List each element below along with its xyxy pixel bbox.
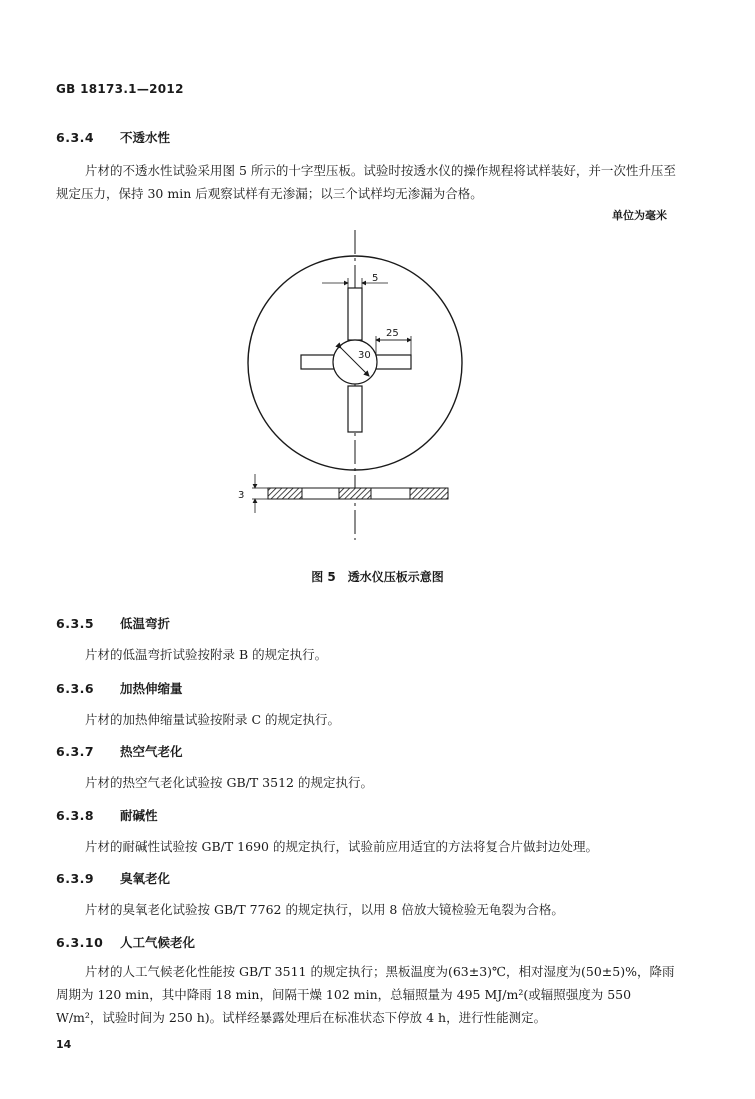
section-title: 臭氧老化 xyxy=(120,871,171,886)
figure-title: 透水仪压板示意图 xyxy=(347,570,444,584)
figure-caption xyxy=(0,568,755,585)
section-number: 6.3.5 xyxy=(56,616,95,631)
section-title: 热空气老化 xyxy=(120,744,183,759)
section-title: 低温弯折 xyxy=(120,616,171,631)
section-6-3-7-heading xyxy=(56,742,183,760)
slot-right xyxy=(376,355,411,369)
section-number: 6.3.4 xyxy=(56,130,95,145)
slot-top xyxy=(348,288,362,340)
section-number: 6.3.10 xyxy=(56,935,104,950)
section-6-3-7-paragraph: 片材的热空气老化试验按 GB/T 3512 的规定执行。 xyxy=(85,775,373,790)
section-6-3-10-heading xyxy=(56,933,195,951)
section-6-3-9-heading xyxy=(56,869,170,887)
unit-label: 单位为毫米 xyxy=(612,209,667,222)
section-number: 6.3.6 xyxy=(56,681,95,696)
section-number: 6.3.9 xyxy=(56,871,95,886)
paragraph-text: 片材的人工气候老化性能按 GB/T 3511 的规定执行；黑板温度为(63±3)℃，相对湿度为(50±5)%，降雨周期为 120 min，其中降雨 18 min，间隔干燥 102 min，总辐照量为 495 MJ/m²(或辐照强度为 550 W/m²，试验时间为 250 h)。试样经暴露处理后在标准状态下停放 4 h，进行性能测定。 xyxy=(56,964,675,1025)
section-6-3-6-paragraph: 片材的加热伸缩量试验按附录 C 的规定执行。 xyxy=(85,712,341,727)
figure-label: 图 5 xyxy=(311,570,336,584)
section-title: 耐碱性 xyxy=(120,808,158,823)
section-6-3-10-paragraph xyxy=(56,960,678,1029)
slot-left xyxy=(301,355,336,369)
section-number: 6.3.7 xyxy=(56,744,95,759)
page-number: 14 xyxy=(56,1038,72,1051)
section-6-3-5-heading xyxy=(56,614,170,632)
section-title: 加热伸缩量 xyxy=(120,681,183,696)
section-6-3-8-paragraph: 片材的耐碱性试验按 GB/T 1690 的规定执行，试验前应用适宜的方法将复合片做封边处理。 xyxy=(85,839,598,854)
section-6-3-9-paragraph: 片材的臭氧老化试验按 GB/T 7762 的规定执行，以用 8 倍放大镜检验无龟裂为合格。 xyxy=(85,902,564,917)
paragraph-text: 片材的不透水性试验采用图 5 所示的十字型压板。试验时按透水仪的操作规程将试样装好，并一次性升压至规定压力，保持 30 min 后观察试样有无渗漏；以三个试样均无渗漏为合格。 xyxy=(56,163,676,201)
document-header: GB 18173.1—2012 xyxy=(56,82,184,96)
dim-slot-width: 5 xyxy=(372,273,379,284)
slot-bottom xyxy=(348,386,362,432)
section-title: 人工气候老化 xyxy=(120,935,196,950)
section-6-3-6-heading xyxy=(56,679,183,697)
dim-slot-length: 25 xyxy=(386,328,399,339)
section-number: 6.3.8 xyxy=(56,808,95,823)
section-6-3-8-heading xyxy=(56,806,158,824)
section-6-3-5-paragraph: 片材的低温弯折试验按附录 B 的规定执行。 xyxy=(85,647,328,662)
dim-thickness: 3 xyxy=(238,490,245,501)
section-title: 不透水性 xyxy=(120,130,171,145)
dim-center-diameter: 30 xyxy=(358,350,371,361)
